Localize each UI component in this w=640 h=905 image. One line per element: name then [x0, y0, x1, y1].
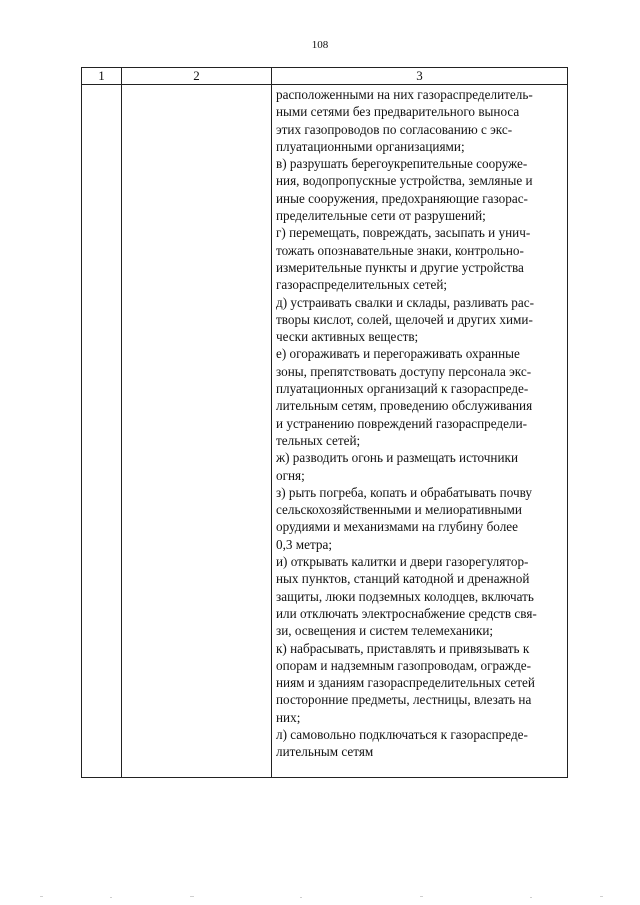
text-line: г) перемещать, повреждать, засыпать и унич-	[276, 225, 531, 241]
text-line: расположенными на них газораспределитель-	[276, 87, 533, 102]
text-line: лительным сетям, проведению обслуживания	[276, 398, 533, 414]
text-line: плуатационных организаций к газораспреде-	[276, 381, 529, 397]
text-line: огня;	[276, 467, 305, 483]
text-line: орудиями и механизмами на глубину более	[276, 519, 518, 535]
text-line: творы кислот, солей, щелочей и других хими-	[276, 311, 533, 327]
table-cell-col2	[122, 85, 272, 778]
text-line: зоны, препятствовать доступу персонала экс-	[276, 363, 532, 379]
text-line: пределительные сети от разрушений;	[276, 208, 486, 224]
column-header-1: 1	[82, 68, 122, 85]
prohibitions-text	[272, 85, 567, 761]
text-line: и) открывать калитки и двери газорегулятор-	[276, 554, 529, 570]
table-cell-col1	[82, 85, 122, 778]
text-line: л) самовольно подключаться к газораспреде-	[276, 726, 528, 742]
text-line: посторонние предметы, лестницы, влезать на	[276, 692, 532, 708]
table-cell-col3	[272, 85, 568, 778]
text-line: иные сооружения, предохраняющие газорас-	[276, 190, 528, 206]
text-line: защиты, люки подземных колодцев, включать	[276, 588, 534, 604]
table-header-row	[82, 68, 568, 85]
text-line: е) огораживать и перегораживать охранные	[276, 346, 520, 362]
text-line: ниям и зданиям газораспределительных сетей	[276, 675, 535, 691]
text-line: тожать опознавательные знаки, контрольно-	[276, 242, 524, 258]
text-line: лительным сетям	[276, 744, 374, 760]
text-line: этих газопроводов по согласованию с экс-	[276, 121, 513, 137]
text-line: 0,3 метра;	[276, 536, 333, 552]
text-line: з) рыть погреба, копать и обрабатывать почву	[276, 484, 532, 500]
text-line: них;	[276, 709, 301, 725]
text-line: сельскохозяйственными и мелиоративными	[276, 502, 522, 518]
text-line: тельных сетей;	[276, 432, 361, 448]
text-line: чески активных веществ;	[276, 329, 419, 345]
page-number: 108	[311, 39, 329, 51]
text-line: ных пунктов, станций катодной и дренажной	[276, 571, 530, 587]
text-line: ния, водопропускные устройства, земляные и	[276, 173, 533, 189]
text-line: д) устраивать свалки и склады, разливать рас-	[276, 294, 534, 310]
text-line: ж) разводить огонь и размещать источники	[276, 450, 519, 466]
text-line: к) набрасывать, приставлять и привязывать к	[276, 640, 530, 656]
table-row	[82, 85, 568, 778]
text-line: или отключать электроснабжение средств свя-	[276, 605, 537, 621]
text-line: плуатационными организациями;	[276, 138, 465, 154]
text-line: в) разрушать берегоукрепительные сооруже-	[276, 156, 528, 172]
text-line: и устранению повреждений газораспредели-	[276, 415, 528, 431]
text-line: измерительные пункты и другие устройства	[276, 259, 524, 275]
column-header-3: 3	[272, 68, 568, 85]
text-line: газораспределительных сетей;	[276, 277, 448, 293]
scan-border-marks	[0, 895, 640, 899]
column-header-2: 2	[122, 68, 272, 85]
text-line: ными сетями без предварительного выноса	[276, 104, 520, 120]
text-line: зи, освещения и систем телемеханики;	[276, 623, 494, 639]
document-table	[81, 67, 568, 778]
text-line: опорам и надземным газопроводам, огражде-	[276, 657, 532, 673]
